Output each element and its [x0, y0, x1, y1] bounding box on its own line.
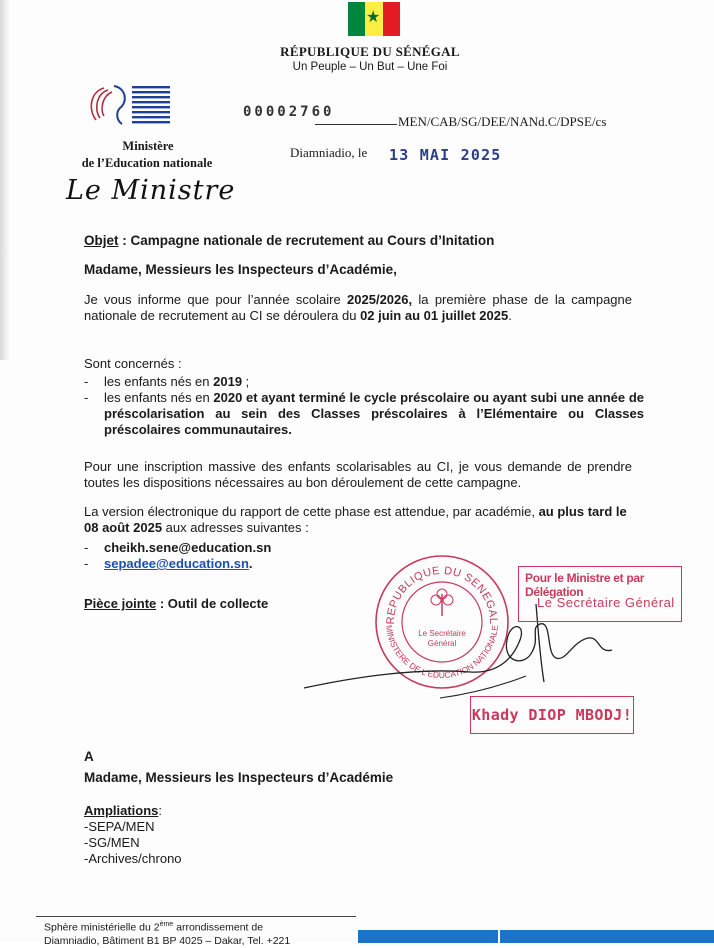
item2-condition: 2020 et ayant terminé le cycle préscolaire ou ayant subi une année de préscolarisation au sein des Classes préscolaires à l’Elémentaire ou Classes préscolaires communautaires. — [104, 390, 644, 437]
paragraph-concerned: Sont concernés : — [84, 356, 182, 371]
p1-school-year: 2025/2026, — [347, 292, 413, 307]
p4-text-a: La version électronique du rapport de cette phase est attendue, par académie, — [84, 504, 539, 519]
stamp-bottom-text: MINISTERE DE L'EDUCATION NATIONALE — [384, 624, 500, 681]
ministry-name-line1: Ministère — [122, 139, 174, 153]
list-dash: - — [84, 390, 89, 405]
minister-title: Le Ministre — [66, 175, 236, 206]
ampliations-heading-row — [84, 803, 632, 819]
subject-label: Objet — [84, 233, 119, 248]
footer-text-a: Sphère ministérielle du 2 — [44, 921, 160, 934]
concerned-list — [84, 374, 644, 438]
email-link[interactable]: sepadee@education.sn — [104, 556, 249, 571]
recipient-label: A — [84, 749, 94, 764]
attachment-text: : Outil de collecte — [156, 596, 269, 611]
delegation-stamp — [518, 566, 682, 622]
p4-deadline: au plus tard le 08 août 2025 — [84, 504, 627, 535]
subject-text: : Campagne nationale de recrutement au Cours d’Initation — [118, 233, 495, 248]
place-label: Diamniadio, le — [290, 145, 368, 160]
reference-number: 00002760 — [243, 104, 335, 120]
ampliation-item: -SEPA/MEN — [84, 819, 155, 834]
ministry-logo-icon — [86, 82, 178, 132]
footer-address — [44, 918, 344, 948]
email-end: . — [248, 556, 253, 571]
republic-heading: RÉPUBLIQUE DU SÉNÉGAL — [280, 44, 460, 59]
stamp-top-text: REPUBLIQUE DU SENEGAL — [384, 564, 500, 625]
list-dash: - — [84, 374, 89, 389]
reference-underline — [315, 124, 397, 125]
footer-sup: ème — [159, 921, 174, 928]
paragraph-campaign-dates — [84, 292, 632, 324]
senegal-flag — [348, 2, 400, 36]
email-link[interactable]: cheikh.sene@education.sn — [104, 540, 272, 555]
date-stamp: 13 MAI 2025 — [389, 146, 502, 164]
stamp-center-line1: Le Secrétaire — [418, 629, 466, 638]
stamp-center-line2: Général — [427, 639, 457, 648]
footer-text-b: arrondissement de — [173, 921, 264, 934]
p4-text-c: aux adresses suivantes : — [162, 520, 309, 535]
ampliations-colon: : — [158, 803, 163, 818]
page-edge-shadow — [0, 0, 10, 360]
footer-line1 — [44, 918, 344, 935]
list-dash: - — [84, 556, 89, 571]
footer-color-bar — [358, 930, 714, 943]
recipient-name: Madame, Messieurs les Inspecteurs d’Académie — [84, 770, 394, 785]
list-item — [84, 540, 644, 556]
item1-year: 2019 — [213, 374, 243, 389]
ampliations-heading: Ampliations — [84, 803, 159, 818]
p1-campaign-dates: 02 juin au 01 juillet 2025 — [360, 308, 509, 323]
p1-end: . — [508, 308, 512, 323]
list-item — [84, 374, 644, 390]
national-motto: Un Peuple – Un But – Une Foi — [292, 61, 448, 73]
delegation-line1: Pour le Ministre et par Délégation — [525, 571, 645, 599]
salutation: Madame, Messieurs les Inspecteurs d’Académie, — [84, 262, 397, 277]
attachment-label: Pièce jointe — [84, 596, 157, 611]
star-icon: ★ — [366, 9, 381, 26]
ampliation-item: -SG/MEN — [84, 835, 140, 850]
delegation-line2: Le Secrétaire Général — [537, 595, 675, 610]
footer-bar-separator — [498, 930, 500, 943]
subject-line — [84, 233, 632, 249]
footer-divider — [36, 916, 356, 917]
ampliation-item: -Archives/chrono — [84, 851, 182, 866]
reference-code: MEN/CAB/SG/DEE/NANd.C/DPSE/cs — [398, 114, 607, 129]
list-item — [84, 390, 644, 438]
item1-end: ; — [242, 374, 250, 389]
item2-text: les enfants nés en — [104, 390, 214, 405]
signatory-name-stamp: Khady DIOP MBODJ! — [470, 696, 634, 734]
paragraph-dispositions: Pour une inscription massive des enfants scolarisables au CI, je vous demande de prendre toutes les dispositions nécessaires au bon déroulement de cette campagne. — [84, 459, 632, 490]
p1-text-a: Je vous informe que pour l’année scolaire — [84, 292, 348, 307]
p1-text-b: la première phase de la campagne nationale de recrutement au CI se déroulera du — [84, 292, 632, 323]
ampliations-block — [84, 803, 632, 867]
ministry-name-line2: de l’Education nationale — [81, 156, 213, 170]
item1-text: les enfants nés en — [104, 374, 214, 389]
footer-line2: Diamniadio, Bâtiment B1 BP 4025 – Dakar, Tel. +221 — [44, 934, 291, 947]
list-dash: - — [84, 540, 89, 555]
paragraph-report — [84, 504, 632, 536]
